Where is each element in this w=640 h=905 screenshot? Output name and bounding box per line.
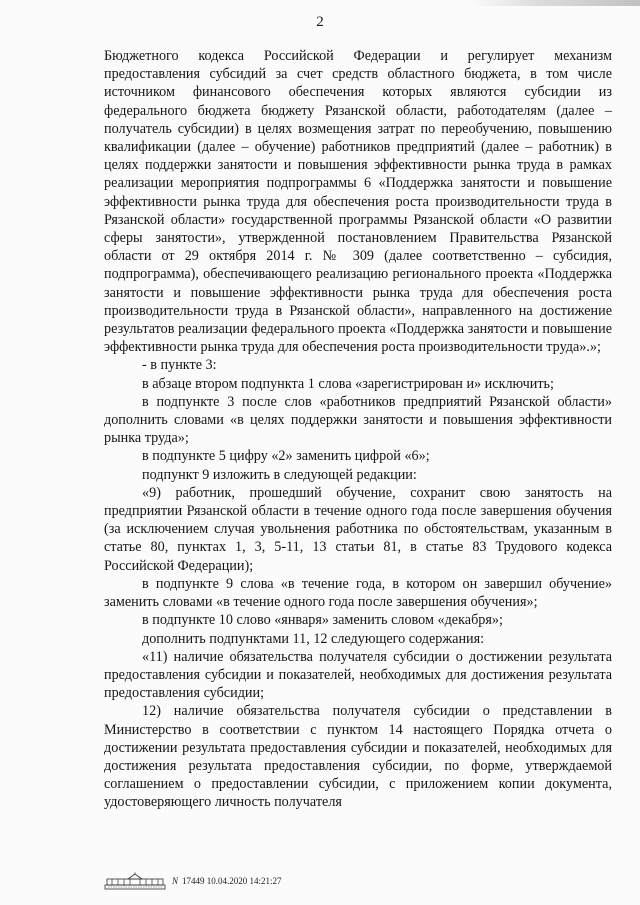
paragraph: «11) наличие обязательства получателя субсидии о достижении результата предоставления субсидии и показателей, необходимых для достижения результата предоставления субсидии; <box>104 648 612 702</box>
registration-footer <box>104 872 282 890</box>
registration-number-timestamp: 17449 10.04.2020 14:21:27 <box>182 876 282 886</box>
registration-mark: N <box>172 876 179 886</box>
paragraph: подпункт 9 изложить в следующей редакции: <box>142 466 417 483</box>
paragraph: «9) работник, прошедший обучение, сохранит свою занятость на предприятии Рязанской области в течение одного года после завершения обучения (за исключением случая увольнения работника по обстоятельствам, указанным в статье 80, пунктах 1, 3, 5-11, 13 статьи 81, в статье 83 Трудового кодекса Российской Федерации); <box>104 484 612 574</box>
paragraph: дополнить подпунктами 11, 12 следующего содержания: <box>142 630 485 647</box>
paragraph: в абзаце втором подпункта 1 слова «зарегистрирован и» исключить; <box>142 375 554 392</box>
paragraph: в подпункте 9 слова «в течение года, в котором он завершил обучение» заменить словами «в течение одного года после завершения обучения»; <box>104 575 612 611</box>
paragraph: 12) наличие обязательства получателя субсидии о представлении в Министерство в соответствии с пунктом 14 настоящего Порядка отчета о достижении результата предоставления субсидии и показателей, необходимых для достижения результата предоставления субсидии, по форме, утверждаемой соглашением о предоставлении субсидии, с приложением копии документа, удостоверяющего личность получателя <box>104 703 612 811</box>
paragraph: Бюджетного кодекса Российской Федерации и регулирует механизм предоставления субсидий за счет средств областного бюджета, в том числе источником финансового обеспечения которых являются субсидии из федерального бюджета бюджету Рязанской области, работодателям (далее – получатель субсидии) в целях возмещения затрат по переобучению, повышению квалификации (далее – обучение) работников предприятий (далее – работник) в целях поддержки занятости и повышения эффективности рынка труда в рамках реализации мероприятия подпрограммы 6 «Поддержка занятости и повышение эффективности рынка труда для обеспечения роста производительности труда в Рязанской области» государственной программы Рязанской области «О развитии сферы занятости», утвержденной постановлением Правительства Рязанской области от 29 октября 2014 г. № 309 (далее соответственно – субсидия, подпрограмма), обеспечивающего реализацию регионального проекта «Поддержка занятости и повышение эффективности рынка труда для обеспечения роста производительности труда в Рязанской области», направленного на достижение результатов реализации федерального проекта «Поддержка занятости и повышение эффективности рынка труда для обеспечения роста производительности труда».»; <box>104 48 612 356</box>
document-body <box>104 47 612 812</box>
paragraph: в подпункте 10 слово «января» заменить словом «декабря»; <box>142 612 503 629</box>
government-building-stamp-icon <box>104 872 166 890</box>
paragraph: - в пункте 3: <box>142 357 217 374</box>
paragraph: в подпункте 3 после слов «работников предприятий Рязанской области» дополнить словами «в целях поддержки занятости и повышения эффективности рынка труда»; <box>104 393 612 447</box>
scan-edge-shadow <box>470 0 640 6</box>
page-number: 2 <box>316 14 324 30</box>
paragraph: в подпункте 5 цифру «2» заменить цифрой «6»; <box>142 448 430 465</box>
